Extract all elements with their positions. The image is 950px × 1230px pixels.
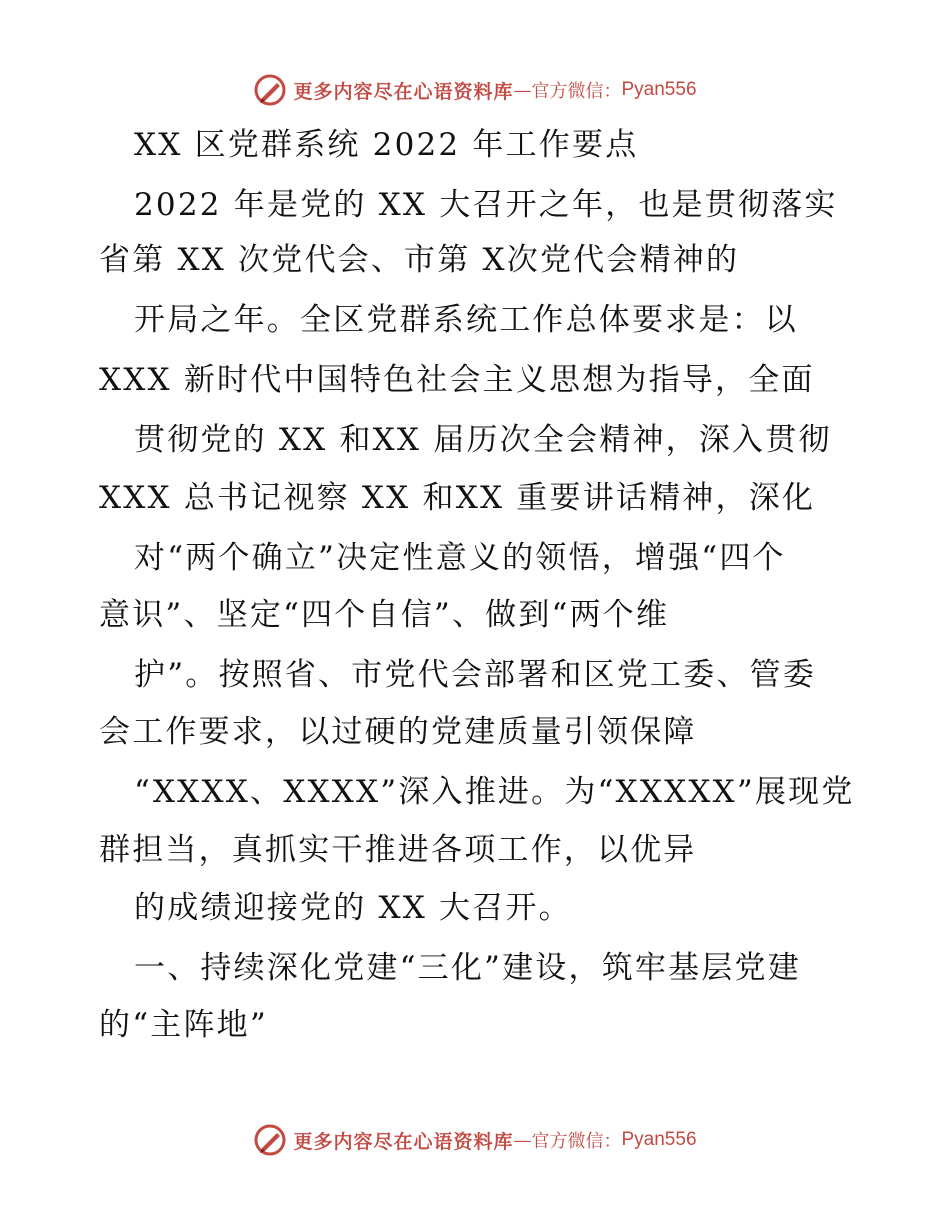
watermark-dash: — xyxy=(513,1129,532,1151)
pen-logo-icon xyxy=(253,73,287,107)
paragraph-line: 意识”、坚定“四个自信”、做到“两个维 xyxy=(99,597,670,633)
watermark-dash: — xyxy=(513,79,532,101)
paragraph-line: 会工作要求，以过硬的党建质量引领保障 xyxy=(99,714,697,750)
watermark-banner-top xyxy=(0,70,950,110)
section-heading: 的“主阵地” xyxy=(99,1007,268,1043)
watermark-wechat-label: 官方微信： xyxy=(531,1131,622,1152)
paragraph-line: 对“两个确立”决定性意义的领悟，增强“四个 xyxy=(134,540,786,576)
watermark-brand: 更多内容尽在心语资料库 xyxy=(293,1130,514,1153)
paragraph-line: 贯彻党的 XX 和XX 届历次全会精神，深入贯彻 xyxy=(134,422,832,458)
paragraph-line: 的成绩迎接党的 XX 大召开。 xyxy=(134,890,572,926)
paragraph-line: 护”。按照省、市党代会部署和区党工委、管委 xyxy=(134,657,817,693)
paragraph-line: 2022 年是党的 XX 大召开之年，也是贯彻落实 xyxy=(134,187,838,223)
watermark-banner-bottom xyxy=(0,1120,950,1160)
watermark-brand: 更多内容尽在心语资料库 xyxy=(293,80,514,103)
paragraph-line: 开局之年。全区党群系统工作总体要求是：以 xyxy=(134,302,798,338)
paragraph-line: 省第 XX 次党代会、市第 X次党代会精神的 xyxy=(99,242,740,278)
section-heading: 一、持续深化党建“三化”建设，筑牢基层党建 xyxy=(134,950,801,986)
pen-logo-icon xyxy=(253,1123,287,1157)
watermark-wechat-label: 官方微信： xyxy=(531,81,622,102)
paragraph-line: 群担当，真抓实干推进各项工作，以优异 xyxy=(99,832,697,868)
document-title: XX 区党群系统 2022 年工作要点 xyxy=(134,127,639,163)
paragraph-line: XXX 新时代中国特色社会主义思想为指导，全面 xyxy=(99,362,815,398)
watermark-wechat-id: Pyan556 xyxy=(621,79,697,100)
watermark-wechat-id: Pyan556 xyxy=(621,1129,697,1150)
paragraph-line: XXX 总书记视察 XX 和XX 重要讲话精神，深化 xyxy=(99,480,816,516)
paragraph-line: “XXXX、XXXX”深入推进。为“XXXXX”展现党 xyxy=(134,774,855,810)
